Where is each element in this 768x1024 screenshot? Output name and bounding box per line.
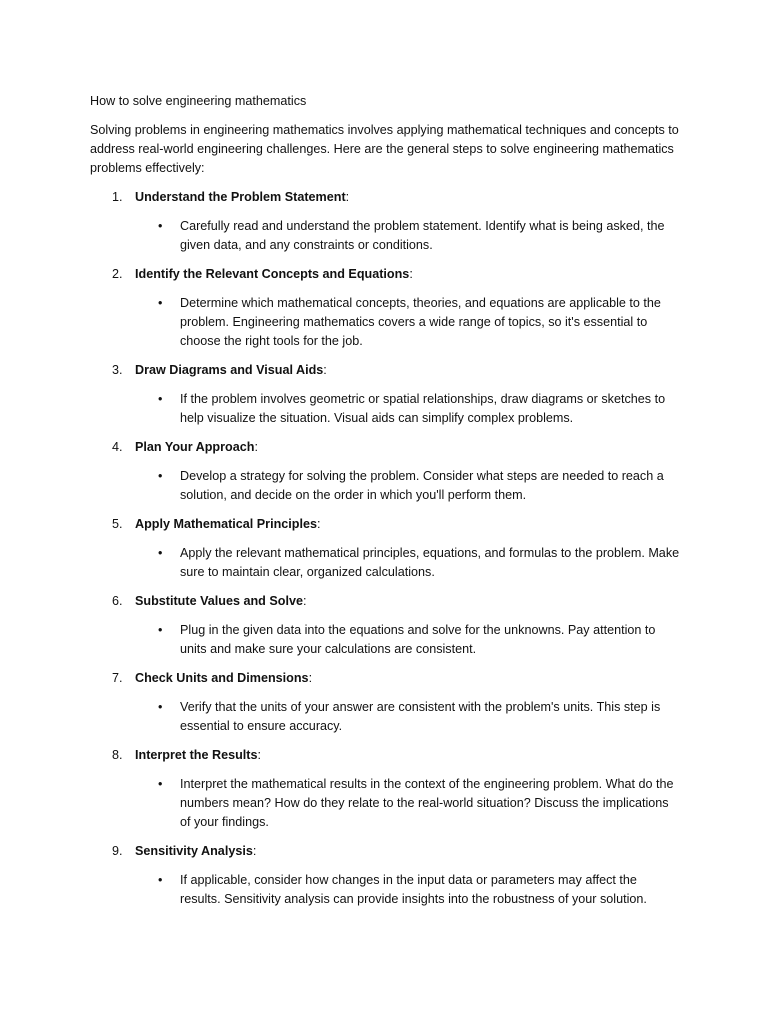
step-number: 7. — [112, 671, 123, 685]
bullet-text: If the problem involves geometric or spatial relationships, draw diagrams or sketches to help visualize the situation. Visual aids can simplify complex problems. — [180, 392, 666, 425]
step-number: 2. — [112, 267, 123, 281]
step-number: 1. — [112, 190, 123, 204]
step-number: 8. — [112, 748, 123, 762]
step-colon: : — [254, 440, 258, 454]
steps-list — [90, 188, 680, 909]
step-heading — [90, 592, 680, 611]
step-item — [90, 746, 680, 832]
bullet-text: Plug in the given data into the equations and solve for the unknowns. Pay attention to units and make sure your calculations are consistent. — [180, 623, 656, 656]
bullet-text: Interpret the mathematical results in the context of the engineering problem. What do the numbers mean? How do they relate to the real-world situation? Discuss the implications of your findings. — [180, 777, 674, 829]
step-bullets — [90, 871, 680, 909]
bullet-icon: • — [158, 546, 163, 560]
bullet-item — [90, 217, 680, 255]
step-number: 6. — [112, 594, 123, 608]
step-heading — [90, 188, 680, 207]
step-item — [90, 515, 680, 582]
bullet-icon: • — [158, 296, 163, 310]
step-number: 5. — [112, 517, 123, 531]
step-item — [90, 438, 680, 505]
bullet-item — [90, 698, 680, 736]
bullet-text: Carefully read and understand the problem statement. Identify what is being asked, the given data, and any constraints or conditions. — [180, 219, 665, 252]
step-heading — [90, 669, 680, 688]
bullet-text: Determine which mathematical concepts, theories, and equations are applicable to the problem. Engineering mathematics covers a wide range of topics, so it's essential to choose the right tools for the job. — [180, 296, 661, 348]
step-colon: : — [409, 267, 413, 281]
step-colon: : — [257, 748, 261, 762]
step-heading — [90, 361, 680, 380]
bullet-item — [90, 775, 680, 832]
bullet-icon: • — [158, 777, 163, 791]
step-number: 4. — [112, 440, 123, 454]
step-heading — [90, 746, 680, 765]
step-heading — [90, 265, 680, 284]
step-colon: : — [345, 190, 350, 204]
bullet-icon: • — [158, 469, 163, 483]
bullet-item — [90, 467, 680, 505]
step-colon: : — [316, 517, 321, 531]
bullet-item — [90, 294, 680, 351]
step-number: 9. — [112, 844, 123, 858]
step-colon: : — [252, 844, 257, 858]
step-item — [90, 361, 680, 428]
step-colon: : — [308, 671, 313, 685]
bullet-text: Verify that the units of your answer are consistent with the problem's units. This step is essential to ensure accuracy. — [180, 700, 661, 733]
step-heading — [90, 842, 680, 861]
step-bullets — [90, 621, 680, 659]
bullet-icon: • — [158, 873, 163, 887]
step-item — [90, 842, 680, 909]
step-title: Understand the Problem Statement — [135, 190, 346, 204]
bullet-icon: • — [158, 219, 163, 233]
step-bullets — [90, 467, 680, 505]
step-title: Apply Mathematical Principles — [135, 517, 317, 531]
document-title: How to solve engineering mathematics — [90, 94, 307, 108]
bullet-item — [90, 390, 680, 428]
step-bullets — [90, 294, 680, 351]
document-page — [90, 92, 680, 919]
step-bullets — [90, 698, 680, 736]
step-colon: : — [302, 594, 307, 608]
step-bullets — [90, 775, 680, 832]
step-heading — [90, 438, 680, 457]
bullet-item — [90, 544, 680, 582]
step-title: Sensitivity Analysis — [135, 844, 253, 858]
intro-paragraph: Solving problems in engineering mathematics involves applying mathematical techniques and concepts to address real-world engineering challenges. Here are the general steps to solve engineering mathematics problems effectively: — [90, 123, 679, 175]
bullet-icon: • — [158, 623, 163, 637]
step-number: 3. — [112, 363, 123, 377]
step-item — [90, 669, 680, 736]
step-bullets — [90, 390, 680, 428]
bullet-text: Apply the relevant mathematical principles, equations, and formulas to the problem. Make sure to maintain clear, organized calculations. — [180, 546, 680, 579]
bullet-item — [90, 621, 680, 659]
step-item — [90, 188, 680, 255]
step-item — [90, 592, 680, 659]
bullet-text: If applicable, consider how changes in the input data or parameters may affect the results. Sensitivity analysis can provide insights into the robustness of your solution. — [180, 873, 647, 906]
bullet-item — [90, 871, 680, 909]
step-title: Plan Your Approach — [135, 440, 255, 454]
step-bullets — [90, 544, 680, 582]
bullet-icon: • — [158, 392, 163, 406]
bullet-icon: • — [158, 700, 163, 714]
step-heading — [90, 515, 680, 534]
bullet-text: Develop a strategy for solving the problem. Consider what steps are needed to reach a solution, and decide on the order in which you'll perform them. — [180, 469, 664, 502]
step-title: Identify the Relevant Concepts and Equations — [135, 267, 410, 281]
step-item — [90, 265, 680, 351]
step-bullets — [90, 217, 680, 255]
step-title: Substitute Values and Solve — [135, 594, 303, 608]
step-title: Check Units and Dimensions — [135, 671, 309, 685]
step-colon: : — [323, 363, 327, 377]
step-title: Interpret the Results — [135, 748, 258, 762]
step-title: Draw Diagrams and Visual Aids — [135, 363, 324, 377]
